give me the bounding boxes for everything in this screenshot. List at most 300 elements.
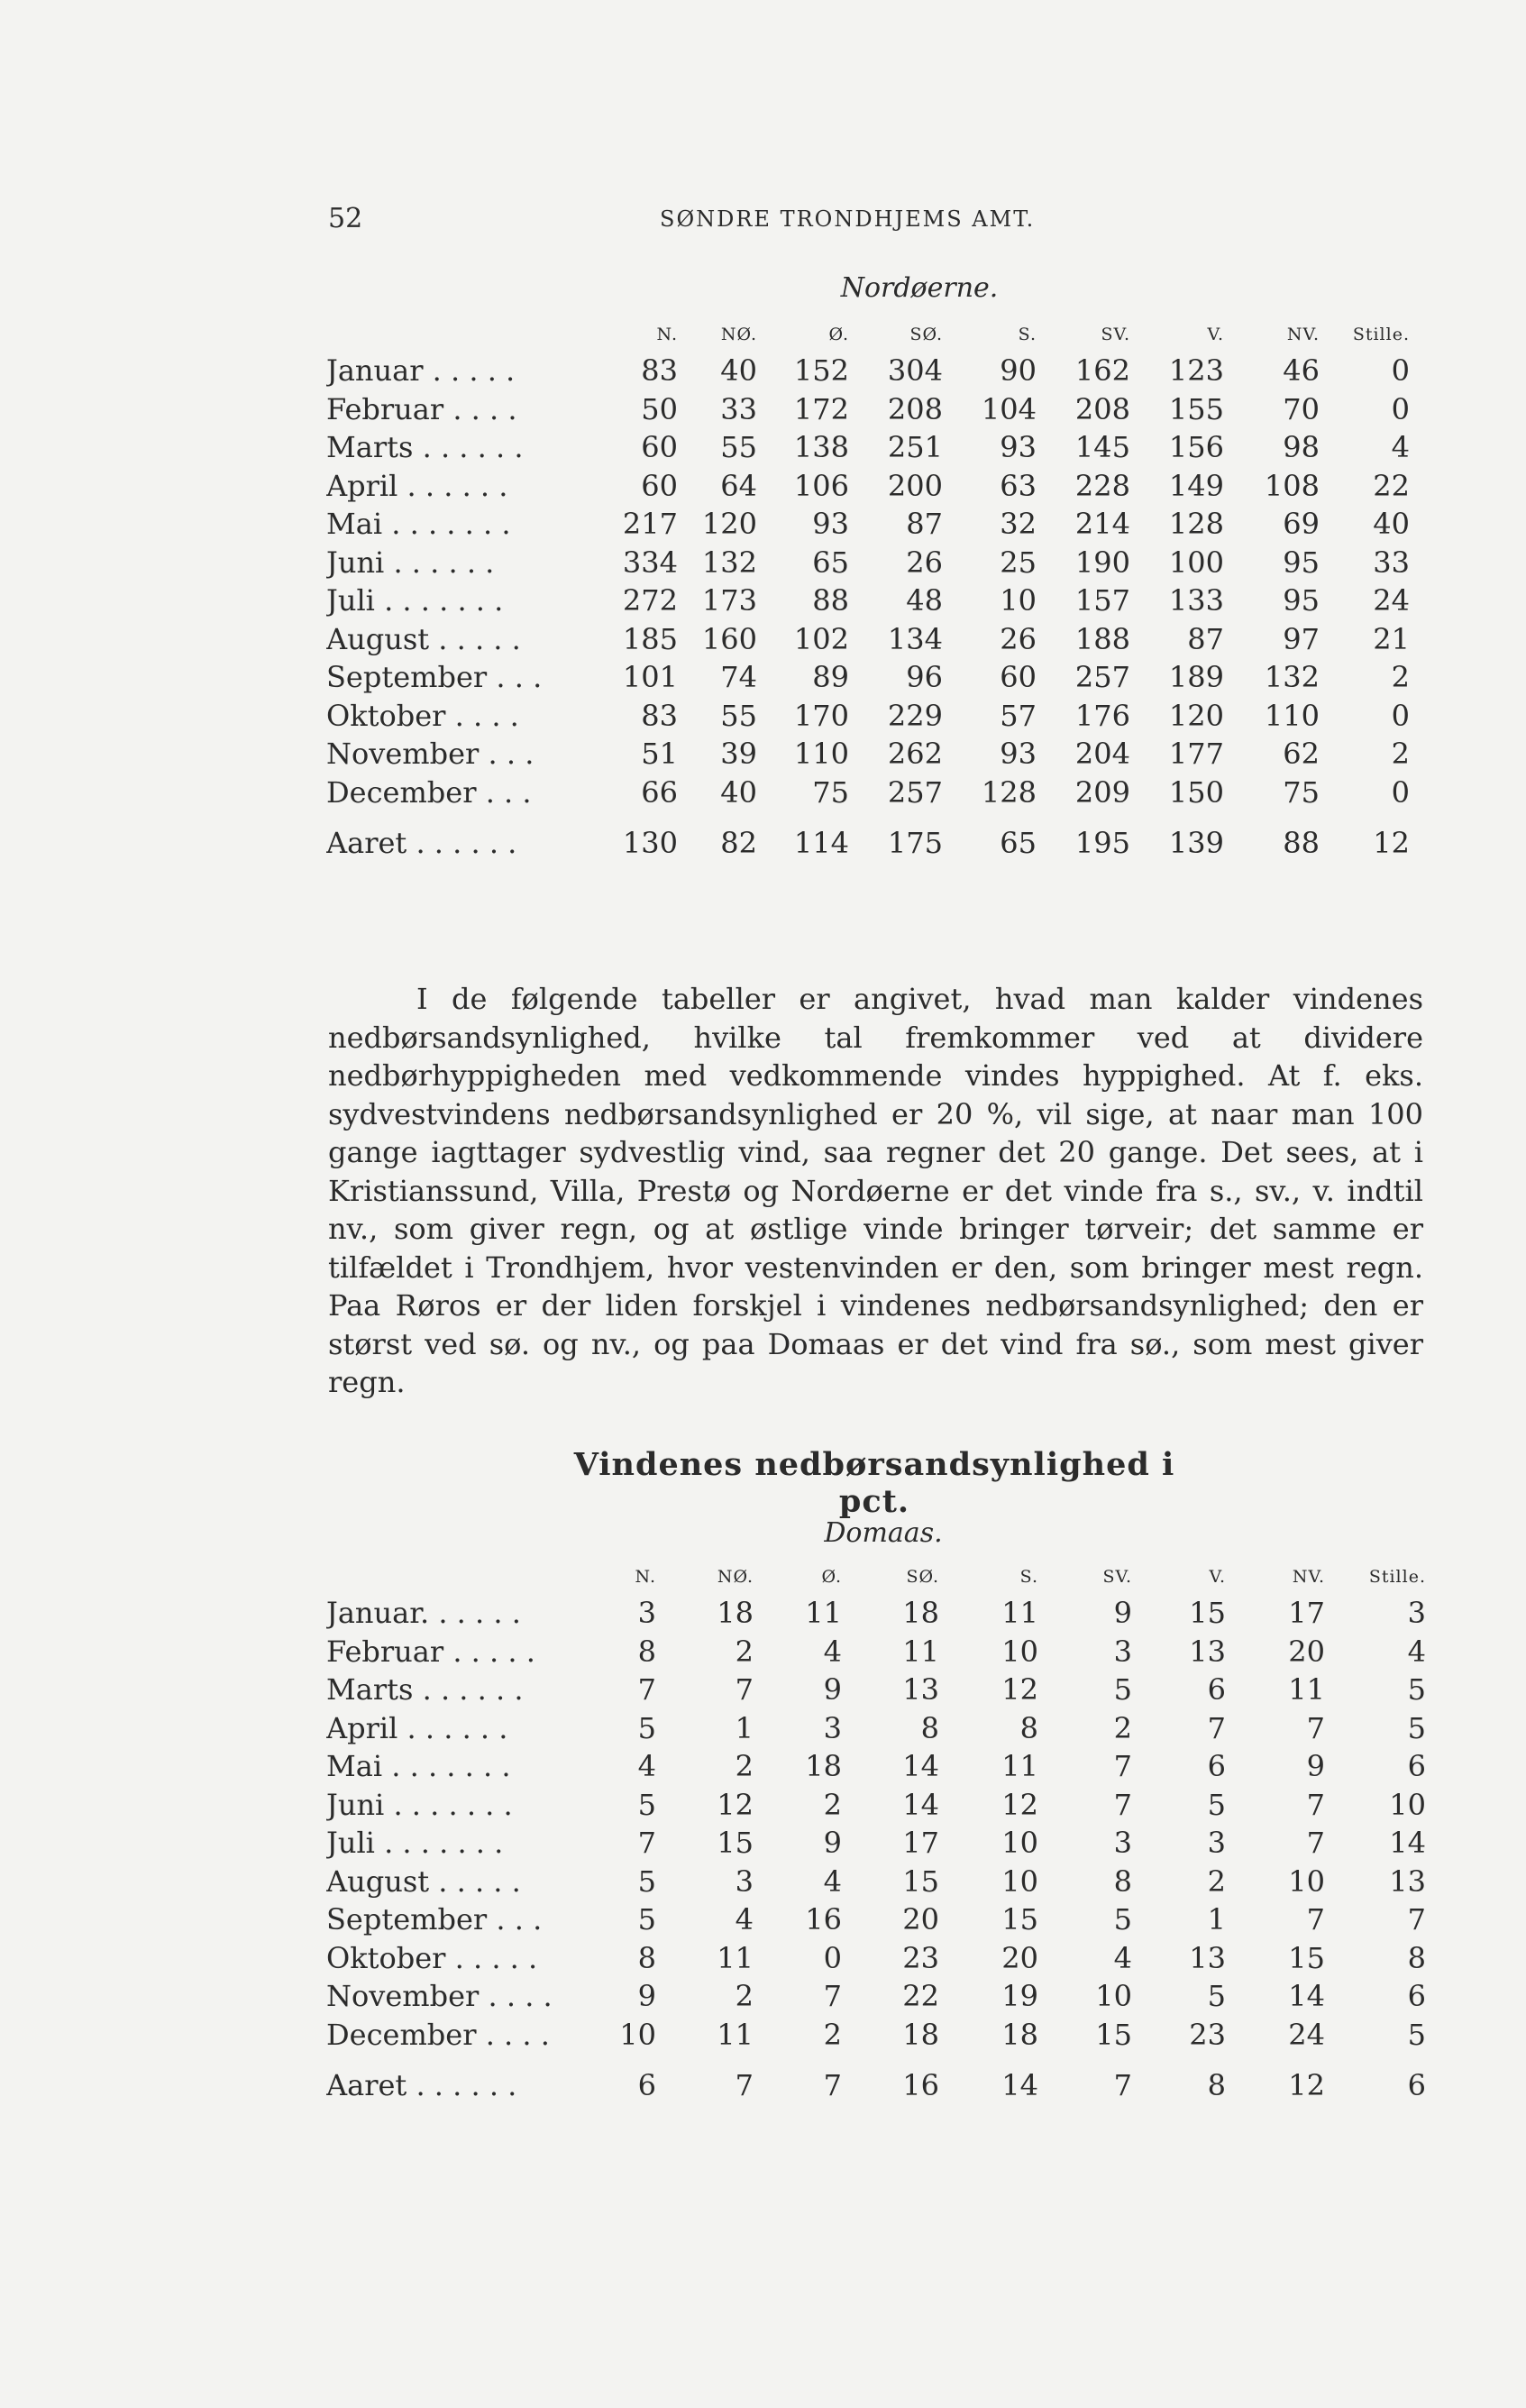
row-label: April . . . . . .: [326, 1710, 508, 1745]
table-cell: 26: [906, 545, 943, 580]
table-cell: 9: [1113, 1596, 1132, 1631]
table-cell: 5: [1113, 1672, 1132, 1708]
table-cell: 11: [717, 1940, 754, 1975]
table-cell: 33: [720, 391, 757, 426]
table-row: [326, 697, 1410, 736]
table-cell: 6: [1207, 1749, 1226, 1784]
table-cell: 4: [823, 1634, 842, 1669]
table-cell: 48: [906, 583, 943, 618]
table-cell: 214: [1074, 507, 1130, 542]
table-cell: 2: [735, 1749, 754, 1784]
row-label: Januar . . . . .: [326, 353, 516, 389]
column-header: S.: [1019, 1567, 1038, 1587]
table-cell: 6: [1207, 1672, 1226, 1708]
table-row: [326, 1786, 1426, 1825]
table-row: [326, 1633, 1426, 1671]
table-cell: 11: [805, 1596, 842, 1631]
table-cell: 228: [1074, 468, 1130, 503]
table-cell: 13: [1189, 1634, 1226, 1669]
table-cell: 98: [1283, 430, 1320, 465]
row-label: December . . . .: [326, 2017, 550, 2052]
table-row: [326, 1900, 1426, 1939]
table-cell: 90: [1000, 353, 1037, 389]
table-cell: 229: [887, 698, 943, 733]
table-cell: 204: [1074, 737, 1130, 772]
table-cell: 170: [793, 698, 849, 733]
table-cell: 2: [735, 1634, 754, 1669]
row-label: Oktober . . . . .: [326, 1940, 538, 1975]
body-paragraph: I de følgende tabeller er angivet, hvad man kalder vindenes nedbørsandsynlighed, hvilke tal fremkommer ved at dividere nedbørhyppigheden med vedkommende vindes hyppighed. At f. eks. sydvestvindens nedbørsandsynlighed er 20 %, vil sige, at naar man 100 gange iagttager sydvestlig vind, saa regner det 20 gange. Det sees, at i Kristianssund, Villa, Prestø og Nordøerne er det vinde fra s., sv., v. indtil nv., som giver regn, og at østlige vinde bringer tørveir; det samme er tilfældet i Trondhjem, hvor vestenvinden er den, som bringer mest regn. Paa Røros er der liden forskjel i vindenes nedbørsandsynlighed; den er størst ved sø. og nv., og paa Domaas er det vind fra sø., som mest giver regn.: [328, 982, 1423, 1399]
column-header: V.: [1209, 1567, 1226, 1587]
table-cell: 257: [1074, 660, 1130, 695]
column-header: V.: [1207, 325, 1224, 344]
table-cell: 7: [1113, 1749, 1132, 1784]
table-cell: 10: [1001, 1826, 1038, 1861]
table-cell: 24: [1373, 583, 1410, 618]
table-cell: 15: [902, 1863, 939, 1899]
table-cell: 8: [920, 1710, 939, 1745]
table-cell: 14: [1001, 2068, 1038, 2102]
table-cell: 138: [793, 430, 849, 465]
table-cell: 18: [902, 2017, 939, 2052]
table-cell: 13: [1189, 1940, 1226, 1975]
table-cell: 5: [637, 1902, 656, 1937]
column-header: S.: [1018, 325, 1037, 344]
table-cell: 8: [1407, 1940, 1426, 1975]
table-row: [326, 1939, 1426, 1978]
page-number: 52: [328, 203, 363, 234]
table-cell: 4: [735, 1902, 754, 1937]
table-cell: 74: [720, 660, 757, 695]
table-cell: 70: [1283, 391, 1320, 426]
row-label: Februar . . . . .: [326, 1634, 535, 1669]
table-cell: 0: [823, 1940, 842, 1975]
table-cell: 75: [812, 774, 849, 810]
table-cell: 57: [1000, 698, 1037, 733]
row-label: April . . . . . .: [326, 468, 508, 503]
table-cell: 60: [641, 468, 678, 503]
row-label: Mai . . . . . . .: [326, 1749, 511, 1784]
table-cell: 3: [637, 1596, 656, 1631]
table-row: [326, 544, 1410, 582]
table-cell: 8: [637, 1634, 656, 1669]
table-row: [326, 1824, 1426, 1863]
column-header: NV.: [1292, 1567, 1325, 1587]
table-cell: 50: [641, 391, 678, 426]
table-cell: 2: [823, 1787, 842, 1822]
table-row: [326, 1594, 1426, 1633]
table-cell: 60: [1000, 660, 1037, 695]
table-cell: 15: [1001, 1902, 1038, 1937]
table-cell: 9: [1306, 1749, 1325, 1784]
table-cell: 4: [1113, 1940, 1132, 1975]
table-cell: 177: [1168, 737, 1224, 772]
table-cell: 3: [1207, 1826, 1226, 1861]
table-cell: 0: [1391, 353, 1410, 389]
column-header: SV.: [1102, 1567, 1132, 1587]
table-cell: 88: [1283, 826, 1320, 860]
row-label: Aaret . . . . . .: [326, 826, 517, 860]
table-row: [326, 1747, 1426, 1786]
table-cell: 15: [717, 1826, 754, 1861]
table-cell: 15: [1288, 1940, 1325, 1975]
table-cell: 5: [1207, 1979, 1226, 2014]
table-cell: 0: [1391, 774, 1410, 810]
table-row: [326, 1709, 1426, 1748]
table-cell: 7: [1407, 1902, 1426, 1937]
table-cell: 15: [1095, 2017, 1132, 2052]
table-cell: 128: [981, 774, 1037, 810]
table-cell: 12: [1001, 1787, 1038, 1822]
table-cell: 7: [1306, 1710, 1325, 1745]
row-label: August . . . . .: [326, 1863, 521, 1899]
table-cell: 7: [1306, 1787, 1325, 1822]
table-cell: 46: [1283, 353, 1320, 389]
table-row: [326, 2016, 1426, 2055]
table-cell: 23: [902, 1940, 939, 1975]
table-cell: 12: [1373, 826, 1410, 860]
table-cell: 14: [1288, 1979, 1325, 2014]
table-cell: 10: [1001, 1634, 1038, 1669]
table-nordoerne: [326, 317, 1410, 874]
table-cell: 133: [1168, 583, 1224, 618]
table-cell: 5: [637, 1710, 656, 1745]
table-cell: 13: [1389, 1863, 1426, 1899]
column-header: NV.: [1286, 325, 1320, 344]
column-header: NØ.: [717, 1567, 754, 1587]
table-cell: 5: [1407, 1672, 1426, 1708]
table-row: [326, 467, 1410, 506]
table-cell: 11: [902, 1634, 939, 1669]
table-cell: 93: [812, 507, 849, 542]
row-label: Juni . . . . . . .: [326, 1787, 513, 1822]
table-cell: 17: [902, 1826, 939, 1861]
column-header: NØ.: [720, 325, 757, 344]
table-header-row: [326, 1560, 1426, 1594]
table-cell: 3: [1113, 1826, 1132, 1861]
table-cell: 65: [812, 545, 849, 580]
table-cell: 1: [1207, 1902, 1226, 1937]
table-cell: 21: [1373, 621, 1410, 656]
table-cell: 7: [1113, 2068, 1132, 2102]
table-cell: 24: [1288, 2017, 1325, 2052]
table-cell: 7: [637, 1672, 656, 1708]
table-cell: 152: [793, 353, 849, 389]
table-cell: 149: [1168, 468, 1224, 503]
table-total-row: [326, 2054, 1426, 2117]
table-cell: 60: [641, 430, 678, 465]
row-label: Marts . . . . . .: [326, 1672, 524, 1708]
table-cell: 110: [793, 737, 849, 772]
table-cell: 100: [1168, 545, 1224, 580]
table-cell: 12: [717, 1787, 754, 1822]
table-cell: 83: [641, 698, 678, 733]
table-cell: 7: [1306, 1902, 1325, 1937]
table-cell: 75: [1283, 774, 1320, 810]
table-cell: 51: [641, 737, 678, 772]
table-cell: 25: [1000, 545, 1037, 580]
table-cell: 69: [1283, 507, 1320, 542]
table-cell: 189: [1168, 660, 1224, 695]
table-cell: 139: [1168, 826, 1224, 860]
table-cell: 217: [622, 507, 678, 542]
table-row: [326, 581, 1410, 620]
table-cell: 157: [1074, 583, 1130, 618]
table-cell: 18: [1001, 2017, 1038, 2052]
table-cell: 23: [1189, 2017, 1226, 2052]
table-cell: 2: [1113, 1710, 1132, 1745]
table-cell: 1: [735, 1710, 754, 1745]
table-cell: 2: [1391, 737, 1410, 772]
table-cell: 4: [637, 1749, 656, 1784]
column-header: Ø.: [828, 325, 849, 344]
table-cell: 93: [1000, 737, 1037, 772]
table-cell: 8: [637, 1940, 656, 1975]
table-cell: 334: [622, 545, 678, 580]
table-row: [326, 658, 1410, 697]
table-cell: 2: [735, 1979, 754, 2014]
table-cell: 6: [1407, 1749, 1426, 1784]
row-label: Februar . . . .: [326, 391, 517, 426]
table-cell: 110: [1264, 698, 1320, 733]
table-row: [326, 774, 1410, 812]
row-label: August . . . . .: [326, 621, 521, 656]
column-header: SØ.: [906, 1567, 939, 1587]
table-cell: 20: [902, 1902, 939, 1937]
table-cell: 39: [720, 737, 757, 772]
table-cell: 5: [1407, 2017, 1426, 2052]
table-cell: 172: [793, 391, 849, 426]
table-row: [326, 352, 1410, 390]
table-cell: 108: [1264, 468, 1320, 503]
table-cell: 160: [701, 621, 757, 656]
row-label: September . . .: [326, 1902, 543, 1937]
table-cell: 17: [1288, 1596, 1325, 1631]
table-cell: 7: [823, 2068, 842, 2102]
table-cell: 5: [1113, 1902, 1132, 1937]
table-cell: 9: [823, 1826, 842, 1861]
row-label: Oktober . . . .: [326, 698, 519, 733]
table-cell: 208: [887, 391, 943, 426]
table-cell: 5: [1407, 1710, 1426, 1745]
table-row: [326, 390, 1410, 429]
table-cell: 11: [1288, 1672, 1325, 1708]
column-header: Stille.: [1352, 325, 1410, 344]
table-cell: 18: [805, 1749, 842, 1784]
table-cell: 175: [887, 826, 943, 860]
column-header: Ø.: [821, 1567, 842, 1587]
table-cell: 65: [1000, 826, 1037, 860]
column-header: SV.: [1101, 325, 1130, 344]
table-cell: 10: [619, 2017, 656, 2052]
table-header-row: [326, 317, 1410, 352]
table-cell: 95: [1283, 545, 1320, 580]
column-header: SØ.: [909, 325, 943, 344]
table-cell: 4: [823, 1863, 842, 1899]
table-cell: 195: [1074, 826, 1130, 860]
table-cell: 7: [1113, 1787, 1132, 1822]
table-cell: 8: [1207, 2068, 1226, 2102]
corner-cell: [326, 317, 606, 352]
table-cell: 6: [1407, 2068, 1426, 2102]
table-cell: 3: [735, 1863, 754, 1899]
table-cell: 123: [1168, 353, 1224, 389]
table-cell: 114: [793, 826, 849, 860]
table-cell: 5: [637, 1787, 656, 1822]
table-cell: 22: [902, 1979, 939, 2014]
table-cell: 10: [1001, 1863, 1038, 1899]
table-cell: 40: [720, 353, 757, 389]
running-title: SØNDRE TRONDHJEMS AMT.: [660, 206, 1036, 232]
table-cell: 200: [887, 468, 943, 503]
table-cell: 10: [1095, 1979, 1132, 2014]
table-cell: 4: [1407, 1634, 1426, 1669]
table-cell: 2: [823, 2017, 842, 2052]
table-cell: 262: [887, 737, 943, 772]
table-cell: 14: [902, 1749, 939, 1784]
table-cell: 7: [735, 1672, 754, 1708]
table-cell: 88: [812, 583, 849, 618]
row-label: Aaret . . . . . .: [326, 2068, 517, 2102]
table-row: [326, 1863, 1426, 1901]
table-cell: 16: [902, 2068, 939, 2102]
table-cell: 9: [637, 1979, 656, 2014]
table-cell: 13: [902, 1672, 939, 1708]
table-cell: 93: [1000, 430, 1037, 465]
table-cell: 12: [1288, 2068, 1325, 2102]
table-cell: 104: [981, 391, 1037, 426]
table-cell: 3: [1113, 1634, 1132, 1669]
table-cell: 7: [823, 1979, 842, 2014]
row-label: December . . .: [326, 774, 532, 810]
table-cell: 10: [1288, 1863, 1325, 1899]
table-cell: 3: [1407, 1596, 1426, 1631]
table-cell: 62: [1283, 737, 1320, 772]
table-cell: 185: [622, 621, 678, 656]
table-cell: 66: [641, 774, 678, 810]
table-row: [326, 505, 1410, 544]
table-cell: 7: [735, 2068, 754, 2102]
table-cell: 14: [1389, 1826, 1426, 1861]
table-cell: 134: [887, 621, 943, 656]
table-cell: 40: [720, 774, 757, 810]
row-label: Juli . . . . . . .: [326, 583, 504, 618]
table-cell: 55: [720, 430, 757, 465]
row-label: November . . . .: [326, 1979, 553, 2014]
table-cell: 208: [1074, 391, 1130, 426]
table-subtitle-nordoerne: Nordøerne.: [840, 272, 999, 304]
column-header: Stille.: [1368, 1567, 1426, 1587]
table-cell: 132: [701, 545, 757, 580]
row-label: September . . .: [326, 660, 543, 695]
table-cell: 87: [906, 507, 943, 542]
table-cell: 89: [812, 660, 849, 695]
table-cell: 64: [720, 468, 757, 503]
table-cell: 83: [641, 353, 678, 389]
table-cell: 7: [1306, 1826, 1325, 1861]
table-subtitle-domaas: Domaas.: [824, 1517, 943, 1549]
row-label: November . . .: [326, 737, 535, 772]
table-total-row: [326, 811, 1410, 874]
table-cell: 176: [1074, 698, 1130, 733]
table-domaas: [326, 1560, 1426, 2117]
table-cell: 6: [637, 2068, 656, 2102]
row-label: Januar. . . . . .: [326, 1596, 521, 1631]
table-cell: 10: [1389, 1787, 1426, 1822]
table-cell: 5: [1207, 1787, 1226, 1822]
table-cell: 11: [717, 2017, 754, 2052]
column-header: N.: [635, 1567, 656, 1587]
row-label: Mai . . . . . . .: [326, 507, 511, 542]
table-cell: 20: [1288, 1634, 1325, 1669]
table-cell: 9: [823, 1672, 842, 1708]
table-cell: 3: [823, 1710, 842, 1745]
table-cell: 16: [805, 1902, 842, 1937]
table-cell: 2: [1391, 660, 1410, 695]
table-cell: 150: [1168, 774, 1224, 810]
table-cell: 95: [1283, 583, 1320, 618]
table-cell: 2: [1207, 1863, 1226, 1899]
table-cell: 20: [1001, 1940, 1038, 1975]
row-label: Marts . . . . . .: [326, 430, 524, 465]
table-cell: 32: [1000, 507, 1037, 542]
table-cell: 6: [1407, 1979, 1426, 2014]
table-cell: 106: [793, 468, 849, 503]
table-cell: 5: [637, 1863, 656, 1899]
table-row: [326, 428, 1410, 467]
table-cell: 22: [1373, 468, 1410, 503]
table-cell: 33: [1373, 545, 1410, 580]
table-cell: 10: [1000, 583, 1037, 618]
table-cell: 11: [1001, 1749, 1038, 1784]
table-cell: 96: [906, 660, 943, 695]
table-cell: 120: [1168, 698, 1224, 733]
table-cell: 55: [720, 698, 757, 733]
table-cell: 257: [887, 774, 943, 810]
table-cell: 15: [1189, 1596, 1226, 1631]
table-cell: 18: [717, 1596, 754, 1631]
table-row: [326, 1671, 1426, 1709]
table-cell: 188: [1074, 621, 1130, 656]
table-cell: 19: [1001, 1979, 1038, 2014]
row-label: Juli . . . . . . .: [326, 1826, 504, 1861]
table-cell: 40: [1373, 507, 1410, 542]
section-heading: Vindenes nedbørsandsynlighed i pct.: [573, 1446, 1175, 1520]
table-cell: 155: [1168, 391, 1224, 426]
table-cell: 102: [793, 621, 849, 656]
table-cell: 130: [622, 826, 678, 860]
table-cell: 162: [1074, 353, 1130, 389]
table-cell: 156: [1168, 430, 1224, 465]
table-cell: 8: [1113, 1863, 1132, 1899]
row-label: Juni . . . . . .: [326, 545, 495, 580]
table-cell: 87: [1187, 621, 1224, 656]
table-cell: 0: [1391, 698, 1410, 733]
table-cell: 14: [902, 1787, 939, 1822]
page-header: [328, 203, 1410, 239]
table-cell: 190: [1074, 545, 1130, 580]
corner-cell: [326, 1560, 606, 1594]
table-row: [326, 1977, 1426, 2016]
table-cell: 101: [622, 660, 678, 695]
table-cell: 8: [1019, 1710, 1038, 1745]
table-row: [326, 735, 1410, 774]
table-cell: 63: [1000, 468, 1037, 503]
table-cell: 97: [1283, 621, 1320, 656]
table-cell: 7: [1207, 1710, 1226, 1745]
table-cell: 304: [887, 353, 943, 389]
table-cell: 145: [1074, 430, 1130, 465]
